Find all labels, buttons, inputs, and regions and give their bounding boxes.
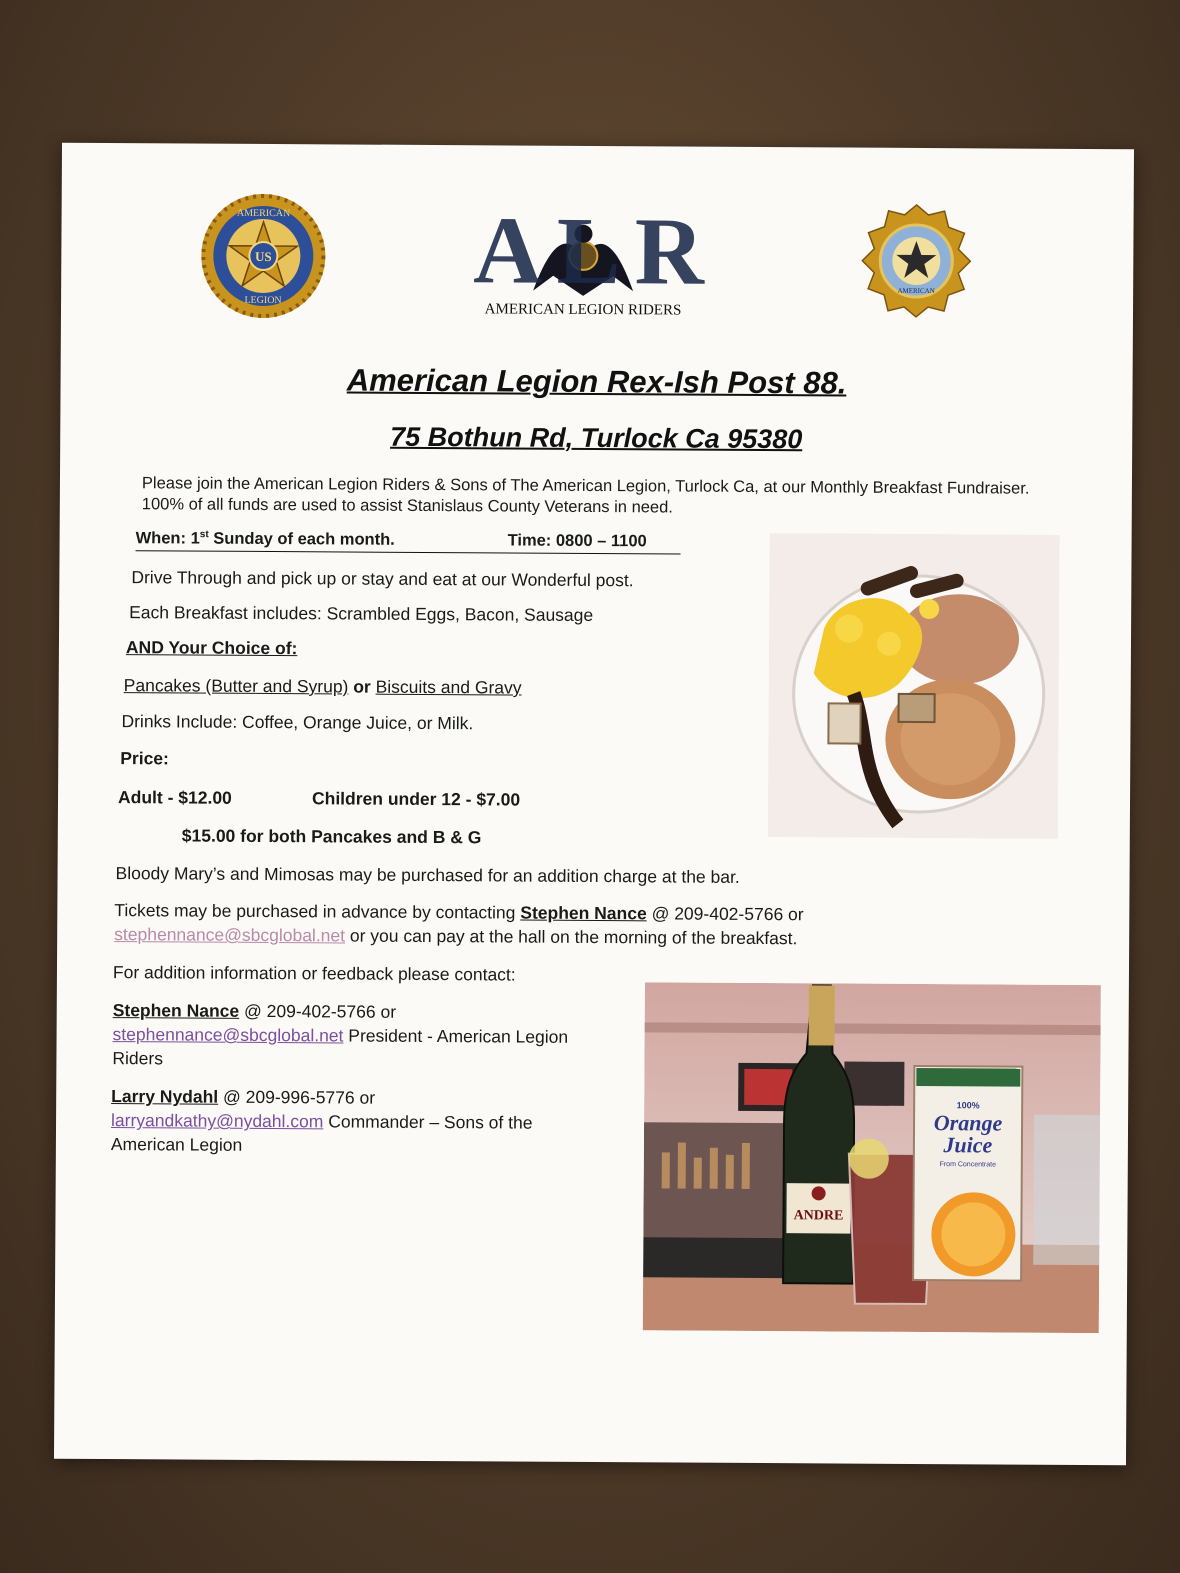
contact-name: Stephen Nance xyxy=(112,1000,240,1021)
drive-through-text: Drive Through and pick up or stay and eat at our Wonderful post. xyxy=(131,567,634,591)
tickets-contact-name: Stephen Nance xyxy=(520,902,647,924)
contact-name: Larry Nydahl xyxy=(111,1086,219,1107)
carton-sub: From Concentrate xyxy=(939,1161,997,1169)
contact-card xyxy=(111,1084,651,1160)
adult-price: Adult - $12.00 xyxy=(117,787,232,808)
contact-role: President - American Legion xyxy=(343,1025,569,1047)
post-title: American Legion Rex-Ish Post 88. xyxy=(346,362,847,401)
alr-caption: AMERICAN LEGION RIDERS xyxy=(484,301,682,319)
tickets-phone: @ 209-402-5766 or xyxy=(646,903,804,925)
emblem-bottom-text: LEGION xyxy=(244,294,282,307)
tickets-text: Tickets may be purchased in advance by contacting xyxy=(114,900,521,923)
post-address: 75 Bothun Rd, Turlock Ca 95380 xyxy=(390,421,803,455)
alr-letters: ALR xyxy=(473,196,719,305)
breakfast-plate-photo xyxy=(768,533,1060,839)
contact-phone: @ 209-402-5766 or xyxy=(239,1000,397,1022)
tickets-email-link[interactable]: stephennance@sbcglobal.net xyxy=(114,924,346,946)
pancakes-option: Pancakes (Butter and Syrup) xyxy=(123,675,349,697)
emblem-top-text: AMERICAN xyxy=(236,207,291,220)
contact-role: Commander – Sons of the xyxy=(323,1111,533,1133)
carton-top-text: 100% xyxy=(956,1100,980,1111)
choice-heading: AND Your Choice of: xyxy=(125,637,298,659)
contact-role-wrap: Riders xyxy=(112,1048,164,1069)
price-label: Price: xyxy=(120,748,169,769)
contact-role-wrap: American Legion xyxy=(110,1134,243,1156)
when-rest: Sunday of each month. xyxy=(208,529,395,549)
time-label: Time: 0800 – 1100 xyxy=(507,531,647,551)
when-line xyxy=(136,527,681,554)
carton-main-1: Orange xyxy=(933,1110,1003,1136)
choice-line xyxy=(124,673,522,700)
children-price: Children under 12 - $7.00 xyxy=(311,788,521,810)
when-label: When: 1 xyxy=(135,529,200,548)
alr-logo xyxy=(473,195,719,326)
champagne-label: ANDRE xyxy=(793,1208,844,1224)
biscuits-option: Biscuits and Gravy xyxy=(375,676,522,698)
tickets-text-2: or you can pay at the hall on the morning of the breakfast. xyxy=(344,925,798,949)
intro-paragraph: Please join the American Legion Riders & Sons of The American Legion, Turlock Ca, at our Monthly Breakfast Fundraiser. 100% of all funds are used to assist Stanislaus County Veterans in need. xyxy=(141,474,1030,517)
sons-emblem-text: AMERICAN xyxy=(897,286,935,296)
carton-main-2: Juice xyxy=(943,1132,993,1158)
contact-card xyxy=(112,998,652,1074)
emblem-center-text: US xyxy=(254,248,272,265)
bar-text: Bloody Mary’s and Mimosas may be purchased for an addition charge at the bar. xyxy=(115,863,740,887)
combo-price: $15.00 for both Pancakes and B & G xyxy=(181,825,482,848)
bar-drinks-photo xyxy=(643,982,1101,1333)
tickets-paragraph xyxy=(114,898,914,951)
contact-email-link[interactable]: stephennance@sbcglobal.net xyxy=(112,1024,344,1046)
american-legion-emblem xyxy=(193,192,334,321)
flyer-sheet xyxy=(54,143,1134,1466)
contact-email-link[interactable]: larryandkathy@nydahl.com xyxy=(110,1110,324,1132)
drinks-text: Drinks Include: Coffee, Orange Juice, or Milk. xyxy=(121,711,474,734)
sons-legion-emblem xyxy=(861,204,972,319)
when-sup: st xyxy=(199,529,209,541)
contact-phone: @ 209-996-5776 or xyxy=(218,1086,376,1108)
includes-text: Each Breakfast includes: Scrambled Eggs, Bacon, Sausage xyxy=(129,602,594,625)
or-text: or xyxy=(348,676,376,697)
contact-intro: For addition information or feedback please contact: xyxy=(112,962,516,985)
